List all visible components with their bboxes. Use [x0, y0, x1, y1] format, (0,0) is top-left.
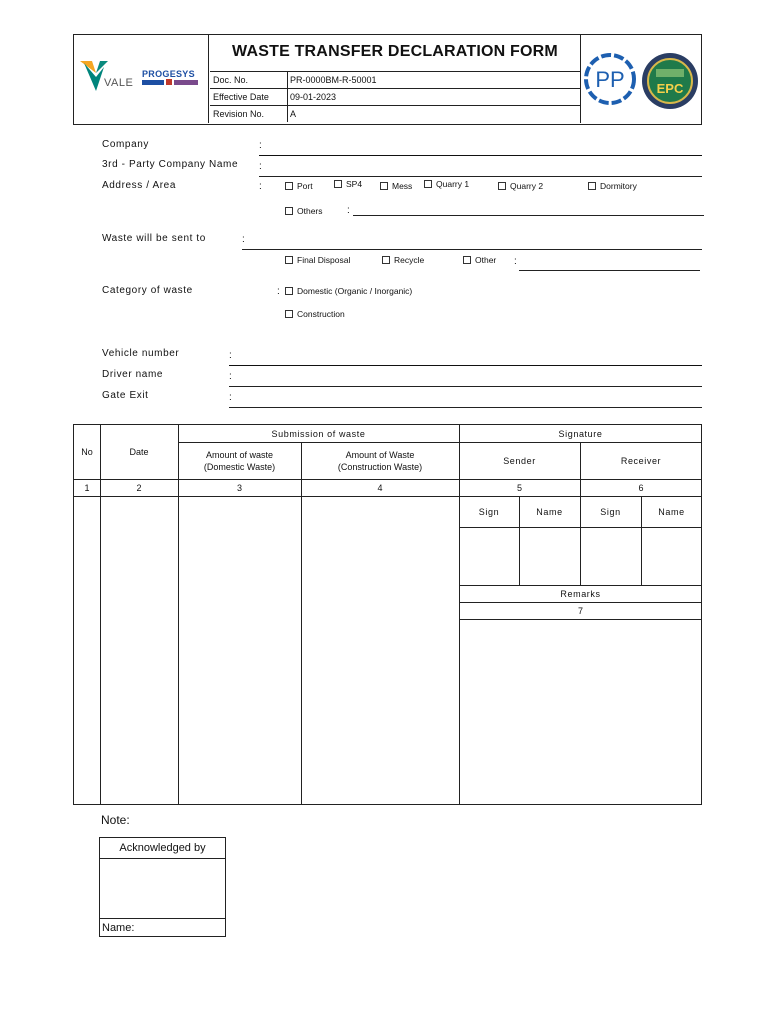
sent-to-option-final-disposal[interactable]: Final Disposal	[285, 255, 350, 265]
no-column-area[interactable]	[74, 497, 100, 805]
note-label: Note:	[101, 813, 130, 827]
sent-to-field[interactable]	[242, 249, 702, 250]
vehicle-label: Vehicle number	[102, 348, 180, 359]
th-amount-construction: Amount of Waste (Construction Waste)	[337, 449, 423, 472]
address-option-port[interactable]: Port	[285, 181, 313, 191]
address-option-others[interactable]: Others	[285, 206, 323, 216]
address-colon: :	[259, 181, 262, 192]
th-no: No	[81, 447, 93, 457]
domestic-amount-area[interactable]	[179, 497, 301, 805]
doc-no-label: Doc. No.	[210, 72, 288, 88]
vale-logo-text: VALE	[104, 77, 134, 89]
address-option-dormitory[interactable]: Dormitory	[588, 181, 637, 191]
gate-field[interactable]	[229, 407, 702, 408]
th-sender: Sender	[503, 455, 536, 466]
others-colon: :	[347, 205, 350, 216]
effective-date-value: 09-01-2023	[290, 92, 337, 102]
th-amount-domestic: Amount of waste (Domestic Waste)	[203, 449, 276, 472]
acknowledged-sign-area[interactable]	[100, 859, 225, 918]
construction-amount-area[interactable]	[303, 497, 459, 805]
category-label: Category of waste	[102, 285, 193, 296]
company-label: Company	[102, 139, 149, 150]
receiver-name-area[interactable]	[642, 528, 702, 585]
category-colon: :	[277, 286, 280, 297]
sent-to-other-colon: :	[514, 256, 517, 267]
header-divider	[580, 35, 581, 123]
form-header	[73, 34, 702, 125]
col-number-6: 6	[638, 482, 644, 493]
doc-no-row	[210, 72, 580, 89]
th-signature: Signature	[558, 428, 603, 439]
checkbox[interactable]	[285, 310, 293, 318]
th-receiver-name: Name	[658, 507, 685, 517]
epc-logo-icon	[640, 51, 700, 111]
receiver-sign-area[interactable]	[581, 528, 641, 585]
checkbox[interactable]	[463, 256, 471, 264]
effective-date-label: Effective Date	[210, 89, 288, 105]
waste-table	[73, 424, 702, 805]
checkbox[interactable]	[380, 182, 388, 190]
sent-to-option-recycle[interactable]: Recycle	[382, 255, 424, 265]
col-line	[301, 443, 302, 805]
gate-colon: :	[229, 392, 232, 403]
date-column-area[interactable]	[101, 497, 178, 805]
th-submission: Submission of waste	[271, 428, 366, 439]
sent-to-colon: :	[242, 234, 245, 245]
checkbox[interactable]	[285, 287, 293, 295]
sent-to-other-field[interactable]	[519, 270, 700, 271]
sent-to-label: Waste will be sent to	[102, 233, 206, 244]
col-number-4: 4	[377, 482, 383, 493]
remarks-area[interactable]	[460, 620, 702, 805]
col-number-5: 5	[516, 482, 522, 493]
third-party-label: 3rd - Party Company Name	[102, 159, 239, 170]
logo-cell	[74, 35, 209, 123]
page-title: WASTE TRANSFER DECLARATION FORM	[210, 35, 580, 72]
col-number-2: 2	[136, 482, 142, 493]
address-option-quarry-2[interactable]: Quarry 2	[498, 181, 543, 191]
svg-text:EPC: EPC	[656, 81, 684, 96]
checkbox[interactable]	[285, 207, 293, 215]
driver-label: Driver name	[102, 369, 164, 380]
revision-label: Revision No.	[210, 106, 288, 122]
th-receiver-sign: Sign	[600, 507, 621, 517]
revision-value: A	[290, 109, 297, 119]
th-date: Date	[129, 447, 149, 457]
partner-logo-icon	[142, 80, 164, 85]
th-sender-name: Name	[536, 507, 563, 517]
checkbox[interactable]	[424, 180, 432, 188]
pp-logo-icon	[582, 51, 638, 107]
gate-label: Gate Exit	[102, 390, 149, 401]
doc-no-value: PR-0000BM-R-50001	[290, 75, 377, 85]
third-party-field[interactable]	[259, 176, 702, 177]
th-remarks: Remarks	[560, 588, 601, 599]
checkbox[interactable]	[334, 180, 342, 188]
partner-mark-icon	[166, 79, 172, 85]
address-option-quarry-1[interactable]: Quarry 1	[424, 179, 469, 189]
col-number-1: 1	[84, 482, 90, 493]
sender-sign-area[interactable]	[460, 528, 519, 585]
category-option-construction[interactable]: Construction	[285, 309, 345, 319]
checkbox[interactable]	[498, 182, 506, 190]
effective-date-row	[210, 89, 580, 106]
checkbox[interactable]	[588, 182, 596, 190]
driver-field[interactable]	[229, 386, 702, 387]
checkbox[interactable]	[285, 256, 293, 264]
revision-row	[210, 106, 580, 123]
vehicle-colon: :	[229, 350, 232, 361]
address-option-mess[interactable]: Mess	[380, 181, 412, 191]
sent-to-option-other[interactable]: Other	[463, 255, 496, 265]
checkbox[interactable]	[285, 182, 293, 190]
acknowledged-by-label: Acknowledged by	[100, 838, 225, 859]
acknowledged-box	[99, 837, 226, 937]
partner-logo-icon-2	[174, 80, 198, 85]
address-option-sp4[interactable]: SP4	[334, 179, 362, 189]
col-number-7: 7	[577, 605, 583, 616]
checkbox[interactable]	[382, 256, 390, 264]
col-number-3: 3	[236, 482, 242, 493]
svg-text:PP: PP	[595, 67, 625, 92]
progesys-logo-text: PROGESYS	[142, 69, 195, 79]
address-label: Address / Area	[102, 180, 176, 191]
company-field[interactable]	[259, 155, 702, 156]
driver-colon: :	[229, 371, 232, 382]
others-field[interactable]	[353, 215, 704, 216]
acknowledged-name-label: Name:	[100, 918, 225, 936]
third-party-colon: :	[259, 161, 262, 172]
category-option-domestic[interactable]: Domestic (Organic / Inorganic)	[285, 286, 412, 296]
th-receiver: Receiver	[620, 455, 662, 466]
th-sender-sign: Sign	[478, 507, 500, 517]
sender-name-area[interactable]	[520, 528, 580, 585]
vehicle-field[interactable]	[229, 365, 702, 366]
company-colon: :	[259, 140, 262, 151]
